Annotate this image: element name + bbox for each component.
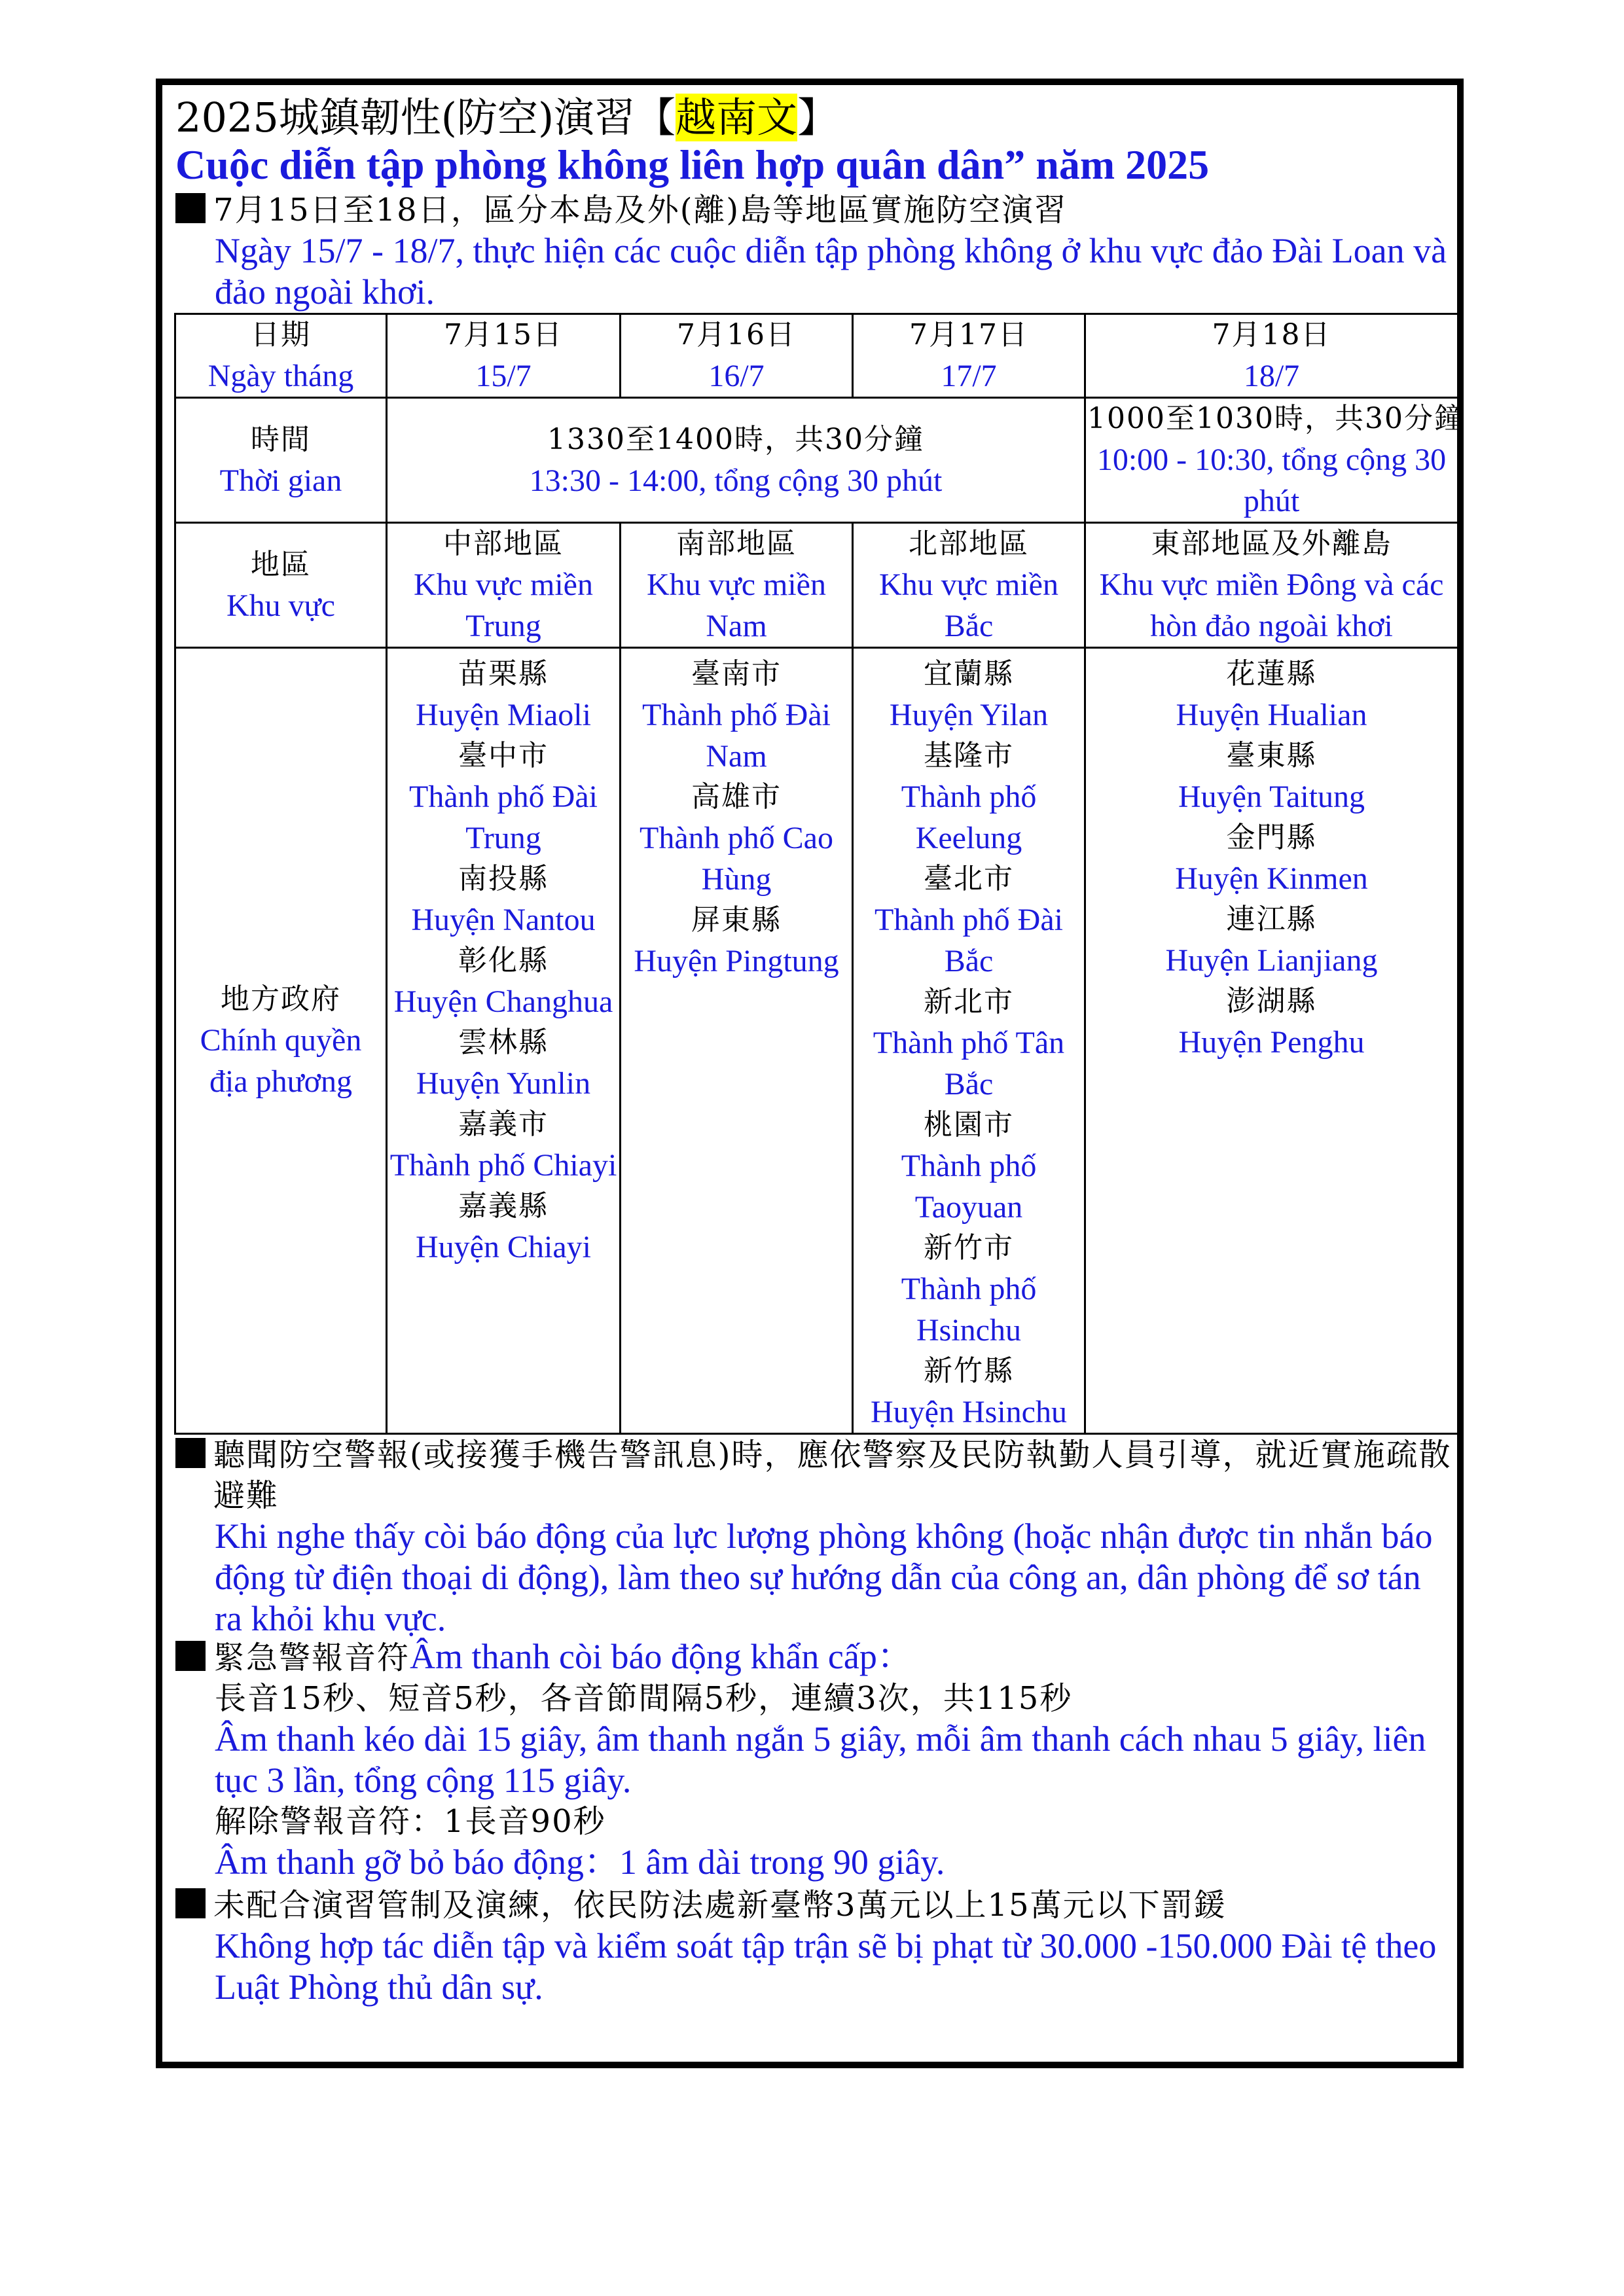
government-name-chinese: 連江縣 [1226,903,1317,936]
government-name-vietnamese: Thành phố Đài Nam [642,698,831,774]
date-cell: 7月17日 17/7 [853,314,1085,398]
government-name-chinese: 臺北市 [924,862,1014,895]
government-name-chinese: 南投縣 [458,862,549,895]
government-name-vietnamese: Thành phố Tân Bắc [873,1026,1065,1102]
row-label-region: 地區 Khu vực [175,523,387,648]
siren-clear-vietnamese: Âm thanh gỡ bỏ báo động：1 âm dài trong 90 giây. [215,1842,945,1882]
siren-section [175,1636,1452,1883]
government-name-vietnamese: Huyện Penghu [1178,1025,1365,1060]
government-name-vietnamese: Huyện Nantou [411,903,596,937]
region-cell: 南部地區 Khu vực miền Nam [621,523,853,648]
government-name-vietnamese: Huyện Hualian [1176,698,1367,732]
government-name-vietnamese: Huyện Kinmen [1175,861,1368,896]
row-label-date: 日期 Ngày tháng [175,314,387,398]
government-name-vietnamese: Thành phố Chiayi [389,1148,617,1183]
government-name-vietnamese: Huyện Miaoli [416,698,591,732]
date-row [175,314,1458,398]
penalty-vietnamese: Không hợp tác diễn tập và kiểm soát tập trận sẽ bị phạt từ 30.000 -150.000 Đài tệ theo Luật Phòng thủ dân sự. [215,1926,1437,2007]
intro-vietnamese: Ngày 15/7 - 18/7, thực hiện các cuộc diễn tập phòng không ở khu vực đảo Đài Loan và đảo ngoài khơi. [215,231,1447,312]
government-name-vietnamese: Huyện Lianjiang [1165,943,1378,978]
government-name-vietnamese: Thành phố Đài Bắc [875,903,1063,978]
government-name-chinese: 苗栗縣 [458,657,549,691]
evacuation-section [175,1435,1452,1640]
government-name-chinese: 嘉義市 [458,1107,549,1141]
bullet-square-icon [175,1885,213,1926]
government-name-chinese: 嘉義縣 [458,1189,549,1223]
title-chinese-prefix: 2025城鎮韌性(防空)演習【 [175,94,676,141]
government-list [387,648,621,1434]
government-name-vietnamese: Huyện Pingtung [634,944,839,978]
intro-section [175,190,1452,313]
government-name-chinese: 屏東縣 [691,903,782,937]
government-name-chinese: 彰化縣 [458,944,549,977]
government-name-chinese: 基隆市 [924,739,1014,772]
government-name-chinese: 金門縣 [1226,821,1317,854]
date-cell: 7月15日 15/7 [387,314,621,398]
government-name-vietnamese: Thành phố Keelung [901,780,1037,855]
date-cell: 7月18日 18/7 [1085,314,1458,398]
penalty-chinese-text: 未配合演習管制及演練，依民防法處新臺幣3萬元以上15萬元以下罰鍰 [213,1887,1227,1924]
government-name-chinese: 高雄市 [691,780,782,814]
siren-heading-chinese: 緊急警報音符 [213,1640,410,1676]
title-vietnamese: Cuộc diễn tập phòng không liên hợp quân dân” năm 2025 [175,141,1210,188]
government-name-vietnamese: Thành phố Hsinchu [901,1272,1037,1348]
region-cell: 中部地區 Khu vực miền Trung [387,523,621,648]
government-name-vietnamese: Thành phố Taoyuan [901,1149,1037,1225]
region-cell: 東部地區及外離島 Khu vực miền Đông và các hòn đảo ngoài khơi [1085,523,1458,648]
siren-heading [175,1636,1452,1678]
siren-clear-chinese: 解除警報音符：1長音90秒 [215,1803,606,1840]
government-name-vietnamese: Huyện Taitung [1178,780,1365,814]
siren-heading-vietnamese: Âm thanh còi báo động khẩn cấp： [410,1637,912,1676]
siren-pattern-vietnamese: Âm thanh kéo dài 15 giây, âm thanh ngắn 5 giây, mỗi âm thanh cách nhau 5 giây, liên tục 3 lần, tổng cộng 115 giây. [215,1719,1426,1800]
government-name-chinese: 宜蘭縣 [924,657,1014,691]
bullet-square-icon [175,1435,213,1475]
penalty-chinese [175,1885,1452,1926]
government-name-chinese: 臺中市 [458,739,549,772]
government-name-chinese: 雲林縣 [458,1026,549,1059]
government-name-chinese: 新竹縣 [924,1354,1014,1388]
government-name-chinese: 新竹市 [924,1231,1014,1265]
title-chinese [175,92,838,144]
government-row [175,648,1458,1434]
time-row [175,398,1458,523]
government-name-chinese: 桃園市 [924,1108,1014,1141]
evacuation-vietnamese: Khi nghe thấy còi báo động của lực lượng phòng không (hoặc nhận được tin nhắn báo động từ điện thoại di động), làm theo sự hướng dẫn của công an, dân phòng để sơ tán ra khỏi khu vực. [215,1516,1433,1638]
government-name-vietnamese: Huyện Hsinchu [871,1395,1067,1429]
government-name-vietnamese: Thành phố Đài Trung [409,780,598,855]
government-name-chinese: 花蓮縣 [1226,657,1317,691]
row-label-government: 地方政府 Chính quyền địa phương [175,648,387,1434]
bullet-square-icon [175,1638,213,1678]
government-list [853,648,1085,1434]
evacuation-chinese-text: 聽聞防空警報(或接獲手機告警訊息)時，應依警察及民防執勤人員引導，就近實施疏散避難 [213,1437,1452,1514]
siren-pattern-chinese: 長音15秒、短音5秒，各音節間隔5秒，連續3次，共115秒 [215,1680,1073,1717]
intro-chinese-text: 7月15日至18日，區分本島及外(離)島等地區實施防空演習 [213,192,1068,228]
title-chinese-suffix: 】 [797,94,839,141]
title-language-highlight: 越南文 [676,94,798,141]
government-name-chinese: 澎湖縣 [1226,984,1317,1018]
government-list [1085,648,1458,1434]
region-row [175,523,1458,648]
bullet-square-icon [175,190,213,230]
government-name-vietnamese: Huyện Chiayi [416,1230,591,1265]
government-name-vietnamese: Huyện Yunlin [416,1066,591,1101]
government-name-chinese: 新北市 [924,985,1014,1018]
government-name-vietnamese: Huyện Yilan [889,698,1049,732]
government-name-vietnamese: Huyện Changhua [393,984,613,1019]
government-name-vietnamese: Thành phố Cao Hùng [640,821,833,897]
time-cell-common: 1330至1400時，共30分鐘 13:30 - 14:00, tổng cộng 30 phút [387,398,1085,523]
region-cell: 北部地區 Khu vực miền Bắc [853,523,1085,648]
government-list [621,648,853,1434]
government-name-chinese: 臺南市 [691,657,782,691]
schedule-table [174,313,1464,1435]
row-label-time: 時間 Thời gian [175,398,387,523]
penalty-section [175,1885,1452,2008]
intro-chinese [175,190,1452,230]
date-cell: 7月16日 16/7 [621,314,853,398]
evacuation-chinese [175,1435,1452,1516]
government-name-chinese: 臺東縣 [1226,739,1317,772]
time-cell-last: 1000至1030時，共30分鐘 10:00 - 10:30, tổng cộng 30 phút [1085,398,1458,523]
